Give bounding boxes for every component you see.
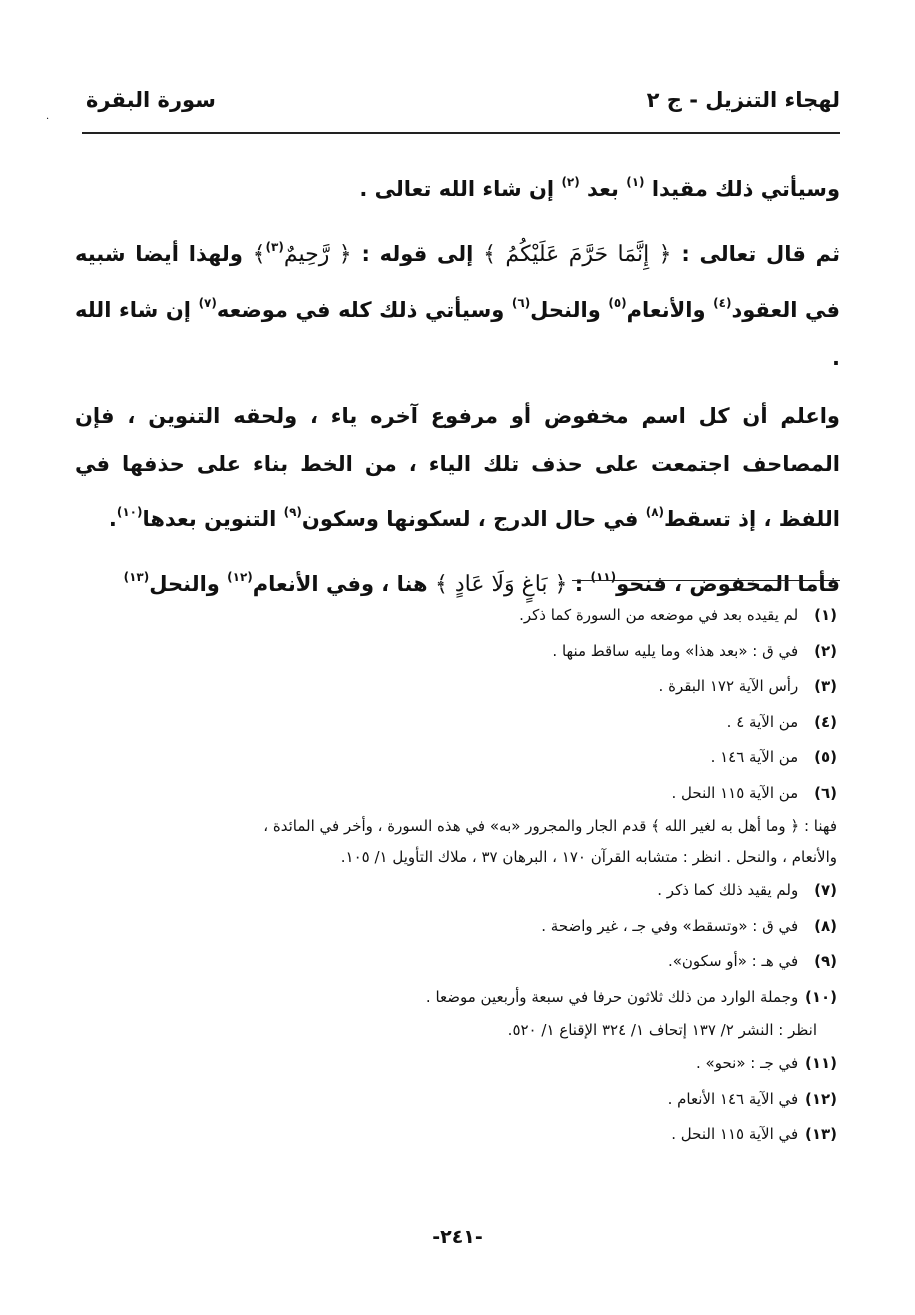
text-run: بعد — [587, 177, 619, 201]
footnote — [77, 669, 837, 705]
footnote-number: (١٢) — [804, 1089, 837, 1108]
text-run: فأما المخفوض ، فنحو — [616, 572, 840, 596]
footnote — [77, 1117, 837, 1153]
footnote-ref[interactable]: (١٢) — [227, 570, 253, 584]
footnote-text: ولم يقيد ذلك كما ذكر . — [657, 881, 799, 899]
footnote-text: في الآية ١١٥ النحل . — [671, 1125, 799, 1143]
footnote-text: من الآية ١٤٦ . — [710, 748, 799, 766]
footnote-number: (١١) — [804, 1054, 837, 1072]
footnote-ref[interactable]: (١٠) — [116, 505, 143, 519]
text-run: في حال الدرج ، لسكونها وسكون — [301, 507, 639, 531]
paragraph-2 — [75, 223, 840, 382]
text-run: والأنعام — [626, 298, 706, 322]
quran-verse: ﴿ بَاغٍ وَلَا عَادٍ ﴾ — [434, 572, 568, 597]
footnote-text: في الآية ١٤٦ الأنعام . — [667, 1089, 799, 1108]
footnote-ref[interactable]: (٧) — [198, 296, 217, 310]
text-run: وسيأتي ذلك كله في موضعه — [216, 298, 505, 322]
footnote-continuation: فهنا : ﴿ وما أهل به لغير الله ﴾ قدم الجار والمجرور «به» في هذه السورة ، وأخر في المائدة ، — [263, 817, 837, 835]
footnotes — [77, 598, 837, 1153]
footnote — [77, 980, 837, 1016]
surah-title: سورة البقرة — [86, 88, 216, 112]
footnote-ref[interactable]: (٤) — [713, 296, 732, 310]
main-text — [75, 158, 840, 619]
footnote — [77, 873, 837, 909]
footnote — [77, 909, 837, 945]
footnote-number: (٩) — [814, 952, 837, 970]
footnote — [77, 740, 837, 776]
header-divider — [82, 132, 840, 134]
text-run: ثم قال تعالى : — [681, 242, 841, 266]
paragraph-3 — [75, 392, 840, 543]
footnote-number: (٥) — [814, 748, 837, 766]
footnote-text: لم يقيده بعد في موضعه من السورة كما ذكر. — [519, 606, 799, 624]
footnote-ref[interactable]: (٦) — [511, 296, 531, 310]
text-run: إن شاء الله تعالى . — [359, 177, 555, 201]
text-run: التنوين بعدها — [142, 507, 277, 531]
footnote-number: (٨) — [814, 916, 837, 935]
footnote — [77, 944, 837, 980]
footnote-number: (٤) — [814, 712, 837, 731]
quran-verse: ﴿ إِنَّمَا حَرَّمَ عَلَيْكُمُ ﴾ — [483, 242, 672, 267]
footnote — [77, 1046, 837, 1082]
paragraph-1 — [75, 158, 840, 213]
footnote-number: (١) — [814, 606, 837, 624]
text-run: والنحل — [530, 298, 601, 322]
quran-bracket: ﴾ — [252, 242, 266, 267]
text-run: . — [108, 507, 117, 531]
footnote-text: من الآية ٤ . — [726, 712, 799, 731]
footnote-number: (٢) — [814, 641, 837, 660]
footnote-ref[interactable]: (٥) — [608, 296, 627, 310]
page-number: -٢٤١- — [432, 1226, 483, 1248]
text-run: والنحل — [149, 572, 220, 596]
footnote-number: (٧) — [814, 881, 837, 899]
footnote-number: (٦) — [814, 783, 837, 802]
footnote-ref[interactable]: (٣) — [265, 240, 284, 254]
footnote-text: وجملة الوارد من ذلك ثلاثون حرفا في سبعة وأربعين موضعا . — [425, 987, 799, 1006]
footnote-separator — [572, 580, 840, 581]
footnote-text: من الآية ١١٥ النحل . — [671, 783, 799, 802]
footnote-ref[interactable]: (١) — [626, 175, 645, 189]
footnote-number: (١٠) — [804, 987, 837, 1006]
footnote — [77, 705, 837, 741]
text-run: إلى قوله : — [361, 242, 474, 266]
quran-verse: ﴿ رَّحِيمٌ — [283, 242, 352, 267]
footnote — [77, 598, 837, 634]
text-run: : — [574, 572, 584, 596]
footnote-continuation: والأنعام ، والنحل . انظر : متشابه القرآن ١٧٠ ، البرهان ٣٧ ، ملاك التأويل ١/ ١٠٥. — [340, 848, 837, 866]
text-run: ولهذا أيضا شبيه في العقود — [75, 242, 841, 322]
footnote-text: في ق : «بعد هذا» وما يليه ساقط منها . — [552, 641, 799, 660]
footnote — [77, 634, 837, 670]
text-run: وسيأتي ذلك مقيدا — [651, 177, 840, 201]
footnote-ref[interactable]: (٨) — [645, 505, 664, 519]
footnote-ref[interactable]: (٩) — [283, 505, 302, 519]
footnote-continuation: انظر : النشر ٢/ ١٣٧ إتحاف ١/ ٣٢٤ الإقناع ١/ ٥٢٠. — [507, 1021, 817, 1039]
footnote-ref[interactable]: (١١) — [590, 570, 617, 584]
footnote-number: (١٣) — [804, 1125, 837, 1143]
footnote-text: في ق : «وتسقط» وفي جـ ، غير واضحة . — [541, 916, 799, 935]
footnote — [77, 776, 837, 812]
footnote-ref[interactable]: (٢) — [561, 175, 580, 189]
text-run: هنا ، وفي الأنعام — [252, 572, 428, 596]
footnote-number: (٣) — [814, 677, 837, 695]
footnote-text: في هـ : «أو سكون». — [667, 952, 799, 970]
footnote-text: رأس الآية ١٧٢ البقرة . — [658, 677, 799, 695]
footnote-text: في جـ : «نحو» . — [696, 1054, 799, 1072]
footnote-ref[interactable]: (١٣) — [123, 570, 150, 584]
book-title: لهجاء التنزيل - ج ٢ — [646, 88, 840, 112]
footnote — [77, 1082, 837, 1118]
margin-mark: · — [46, 114, 50, 125]
text-run: واعلم أن كل اسم مخفوض أو مرفوع آخره ياء ، ولحقه التنوين ، فإن المصاحف اجتمعت على حذف تلك الياء ، من الخط بناء على حذفها في اللفظ ، إذ تسقط — [75, 404, 840, 531]
text-run: إن شاء الله . — [75, 298, 840, 370]
